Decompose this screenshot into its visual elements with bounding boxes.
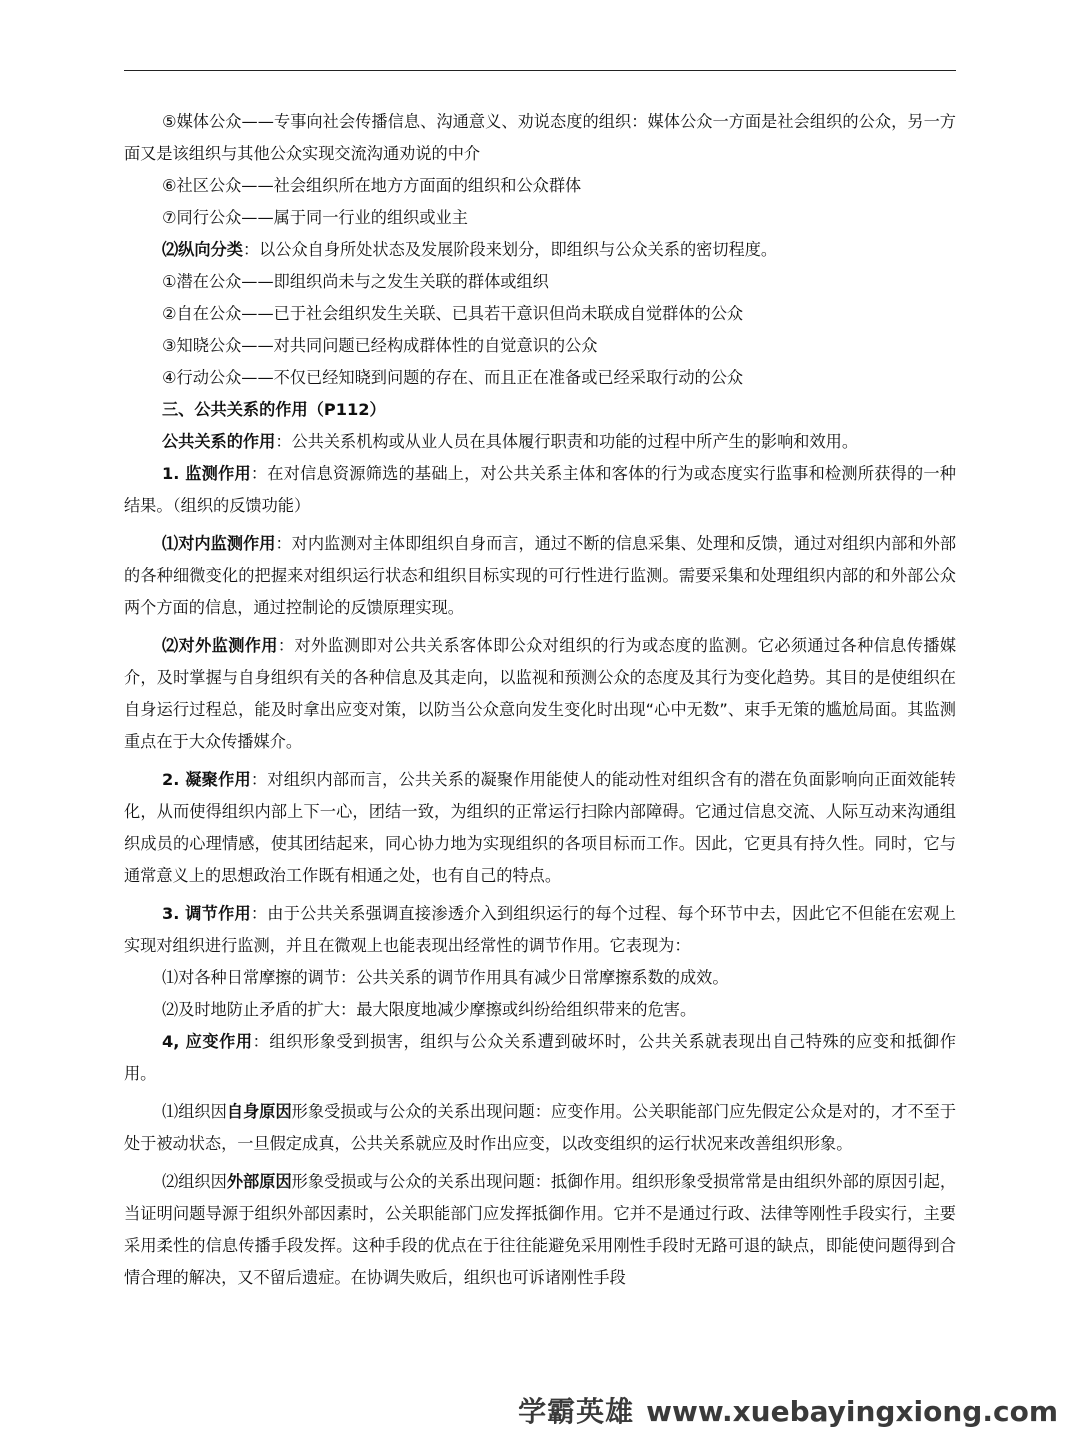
heading-internal-monitoring: ⑴对内监测作用 xyxy=(162,534,276,553)
para-inherent-public: ②自在公众——已于社会组织发生关联、已具若干意识但尚未联成自觉群体的公众 xyxy=(162,304,744,323)
section-title xyxy=(124,394,956,426)
term-pr-function: 公共关系的作用 xyxy=(162,432,276,451)
para-latent-public: ①潜在公众——即组织尚未与之发生关联的群体或组织 xyxy=(162,272,549,291)
footer-brand: 学霸英雄 xyxy=(518,1395,635,1428)
heading-vertical-classification: ⑵纵向分类 xyxy=(162,240,243,259)
para-pr-function-def xyxy=(124,426,956,458)
text-internal-cause-prefix: ⑴组织因 xyxy=(162,1102,227,1121)
heading-monitoring: 1. 监测作用 xyxy=(162,464,251,483)
term-external-cause: 外部原因 xyxy=(226,1172,292,1191)
header-rule xyxy=(124,70,956,71)
heading-regulation: 3. 调节作用 xyxy=(162,904,251,923)
para-internal-monitoring xyxy=(124,528,956,624)
para-response xyxy=(124,1026,956,1090)
para-external-cause xyxy=(124,1166,956,1294)
para-aware-public: ③知晓公众——对共同问题已经构成群体性的自觉意识的公众 xyxy=(162,336,598,355)
text-external-cause: 形象受损或与公众的关系出现问题：抵御作用。组织形象受损常常是由组织外部的原因引起，当证明问题导源于组织外部因素时，公关职能部门应发挥抵御作用。它并不是通过行政、法律等刚性手段实行，主要采用柔性的信息传播手段发挥。这种手段的优点在于往往能避免采用刚性手段时无路可退的缺点，即能使问题得到合情合理的解决，又不留后遗症。在协调失败后，组织也可诉诸刚性手段 xyxy=(124,1172,957,1287)
heading-cohesion: 2. 凝聚作用 xyxy=(162,770,251,789)
para-cohesion xyxy=(124,764,956,892)
text-external-monitoring: ：对外监测即对公共关系客体即公众对组织的行为或态度的监测。它必须通过各种信息传播媒介，及时掌握与自身组织有关的各种信息及其走向，以监视和预测公众的态度及其行为变化趋势。其目的是使组织在自身运行过程总，能及时拿出应变对策，以防当公众意向发生变化时出现“心中无数”、束手无策的尴尬局面。其监测重点在于大众传播媒介。 xyxy=(124,636,957,751)
footer-url: www.xuebayingxiong.com xyxy=(646,1395,1058,1428)
para-media-public: ⑤媒体公众——专事向社会传播信息、沟通意义、劝说态度的组织：媒体公众一方面是社会组织的公众，另一方面又是该组织与其他公众实现交流沟通劝说的中介 xyxy=(124,112,956,163)
section-title-text: 三、公共关系的作用（P112） xyxy=(162,400,386,419)
text-regulation: ：由于公共关系强调直接渗透介入到组织运行的每个过程、每个环节中去，因此它不但能在宏观上实现对组织进行监测，并且在微观上也能表现出经常性的调节作用。它表现为： xyxy=(124,904,956,955)
para-community-public: ⑥社区公众——社会组织所在地方方面面的组织和公众群体 xyxy=(162,176,582,195)
text-internal-cause: 形象受损或与公众的关系出现问题：应变作用。公关职能部门应先假定公众是对的，才不至于处于被动状态，一旦假定成真，公共关系就应及时作出应变，以改变组织的运行状况来改善组织形象。 xyxy=(124,1102,957,1153)
heading-external-monitoring: ⑵对外监测作用 xyxy=(162,636,278,655)
text-monitoring: ：在对信息资源筛选的基础上，对公共关系主体和客体的行为或态度实行监事和检测所获得的一种结果。（组织的反馈功能） xyxy=(124,464,956,515)
para-monitoring xyxy=(124,458,956,522)
text-external-cause-prefix: ⑵组织因 xyxy=(162,1172,227,1191)
text-response: ：组织形象受到损害，组织与公众关系遭到破坏时，公共关系就表现出自己特殊的应变和抵御作用。 xyxy=(124,1032,956,1083)
text-vertical-classification: ：以公众自身所处状态及发展阶段来划分，即组织与公众关系的密切程度。 xyxy=(242,240,778,259)
para-regulation xyxy=(124,898,956,962)
text-internal-monitoring: ：对内监测对主体即组织自身而言，通过不断的信息采集、处理和反馈，通过对组织内部和外部的各种细微变化的把握来对组织运行状态和组织目标实现的可行性进行监测。需要采集和处理组织内部的和外部公众两个方面的信息，通过控制论的反馈原理实现。 xyxy=(124,534,957,617)
text-pr-function-def: ：公共关系机构或从业人员在具体履行职责和功能的过程中所产生的影响和效用。 xyxy=(275,432,859,451)
para-active-public: ④行动公众——不仅已经知晓到问题的存在、而且正在准备或已经采取行动的公众 xyxy=(162,368,744,387)
para-internal-cause xyxy=(124,1096,956,1160)
para-friction-regulation: ⑴对各种日常摩擦的调节：公共关系的调节作用具有减少日常摩擦系数的成效。 xyxy=(162,968,729,987)
footer-watermark xyxy=(518,1392,1058,1432)
para-external-monitoring xyxy=(124,630,956,758)
heading-response: 4, 应变作用 xyxy=(162,1032,253,1051)
para-vertical-classification xyxy=(124,234,956,266)
para-peer-public: ⑦同行公众——属于同一行业的组织或业主 xyxy=(162,208,468,227)
document-body xyxy=(124,106,956,1294)
para-prevent-conflict: ⑵及时地防止矛盾的扩大：最大限度地减少摩擦或纠纷给组织带来的危害。 xyxy=(162,1000,697,1019)
term-internal-cause: 自身原因 xyxy=(226,1102,292,1121)
text-cohesion: ：对组织内部而言，公共关系的凝聚作用能使人的能动性对组织含有的潜在负面影响向正面效能转化，从而使得组织内部上下一心，团结一致，为组织的正常运行扫除内部障碍。它通过信息交流、人际互动来沟通组织成员的心理情感，使其团结起来，同心协力地为实现组织的各项目标而工作。因此，它更具有持久性。同时，它与通常意义上的思想政治工作既有相通之处，也有自己的特点。 xyxy=(124,770,956,885)
